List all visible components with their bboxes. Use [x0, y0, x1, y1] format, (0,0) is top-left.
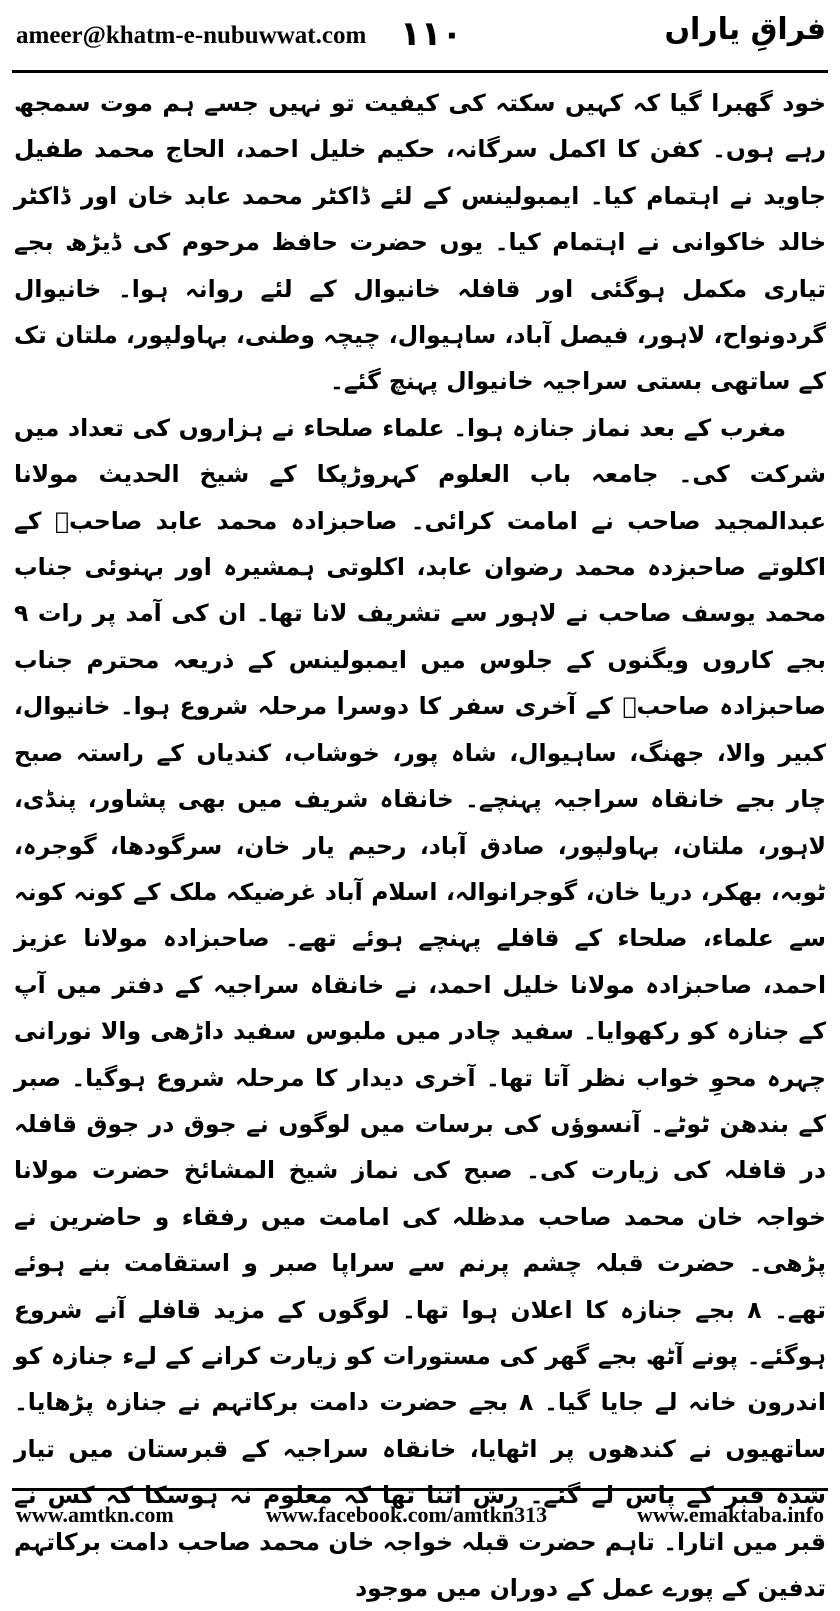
footer-link-amtkn[interactable]: www.amtkn.com — [16, 1502, 174, 1527]
book-title: فراقِ یاراں — [664, 12, 826, 47]
header-divider — [12, 70, 828, 73]
footer-link-facebook[interactable]: www.facebook.com/amtkn313 — [266, 1502, 548, 1527]
page-header — [0, 0, 840, 74]
header-email: ameer@khatm-e-nubuwwat.com — [16, 22, 367, 49]
footer-divider — [12, 1488, 828, 1491]
footer-link-emaktaba[interactable]: www.emaktaba.info — [636, 1502, 824, 1527]
page-number: ۱۱۰ — [400, 14, 463, 54]
paragraph-1: خود گھبرا گیا کہ کہیں سکتہ کی کیفیت تو نہیں جسے ہم موت سمجھ رہے ہوں۔ کفن کا اکمل سرگانہ، حکیم خلیل احمد، الحاج محمد طفیل جاوید نے اہتمام کیا۔ ایمبولینس کے لئے ڈاکٹر محمد عابد خان اور ڈاکٹر خالد خاکوانی نے اہتمام کیا۔ یوں حضرت حافظ مرحوم کی ڈیڑھ بجے تیاری مکمل ہوگئی اور قافلہ خانیوال کے لئے روانہ ہوا۔ خانیوال گردونواح، لاہور، فیصل آباد، ساہیوال، چیچہ وطنی، بہاولپور، ملتان تک کے ساتھی بستی سراجیہ خانیوال پہنچ گئے۔ — [14, 89, 826, 396]
paragraph-2: مغرب کے بعد نماز جنازہ ہوا۔ علماء صلحاء نے ہزاروں کی تعداد میں شرکت کی۔ جامعہ باب العلوم کہروڑپکا کے شیخ الحدیث مولانا عبدالمجید صاحب نے امامت کرائی۔ صاحبزادہ محمد عابد صاحبؒ کے اکلوتے صاحبزدہ محمد رضوان عابد، اکلوتی ہمشیرہ اور بہنوئی جناب محمد یوسف صاحب نے لاہور سے تشریف لانا تھا۔ ان کی آمد پر رات ۹ بجے کاروں ویگنوں کے جلوس میں ایمبولینس کے ذریعہ محترم جناب صاحبزادہ صاحبؒ کے آخری سفر کا دوسرا مرحلہ شروع ہوا۔ خانیوال، کبیر والا، جھنگ، ساہیوال، شاہ پور، خوشاب، کندیاں کے راستہ صبح چار بجے خانقاہ سراجیہ پہنچے۔ خانقاہ شریف میں بھی پشاور، پنڈی، لاہور، ملتان، بہاولپور، صادق آباد، رحیم یار خان، سرگودھا، گوجرہ، ٹوبہ، بھکر، دریا خان، گوجرانوالہ، اسلام آباد غرضیکہ ملک کے کونہ کونہ سے علماء، صلحاء کے قافلے پہنچے ہوئے تھے۔ صاحبزادہ مولانا عزیز احمد، صاحبزادہ مولانا خلیل احمد، نے خانقاہ سراجیہ کے دفتر میں آپ کے جنازہ کو رکھوایا۔ سفید چادر میں ملبوس سفید داڑھی والا نورانی چہرہ محوِ خواب نظر آتا تھا۔ آخری دیدار کا مرحلہ شروع ہوگیا۔ صبر کے بندھن ٹوٹے۔ آنسوؤں کی برسات میں لوگوں نے جوق در جوق قافلہ در قافلہ کی زیارت کی۔ صبح کی نماز شیخ المشائخ حضرت مولانا خواجہ خان محمد صاحب مدظلہ کی امامت میں رفقاء و حاضرین نے پڑھی۔ حضرت قبلہ چشم پرنم سے سراپا صبر و استقامت بنے ہوئے تھے۔ ۸ بجے جنازہ کا اعلان ہوا تھا۔ لوگوں کے مزید قافلے آنے شروع ہوگئے۔ پونے آٹھ بجے گھر کی مستورات کو زیارت کرانے کے لےء جنازہ کو اندرون خانہ لے جایا گیا۔ ۸ بجے حضرت دامت برکاتہم نے جنازہ پڑھایا۔ ساتھیوں نے کندھوں پر اٹھایا، خانقاہ سراجیہ کے قبرستان میں تیار شدہ قبر کے پاس لے گئے۔ رش اتنا تھا کہ معلوم نہ ہوسکا کہ کس نے قبر میں اتارا۔ تاہم حضرت قبلہ خواجہ خان محمد صاحب دامت برکاتہم تدفین کے پورے عمل کے دوران میں موجود — [14, 413, 826, 1602]
page-footer — [0, 1498, 840, 1538]
